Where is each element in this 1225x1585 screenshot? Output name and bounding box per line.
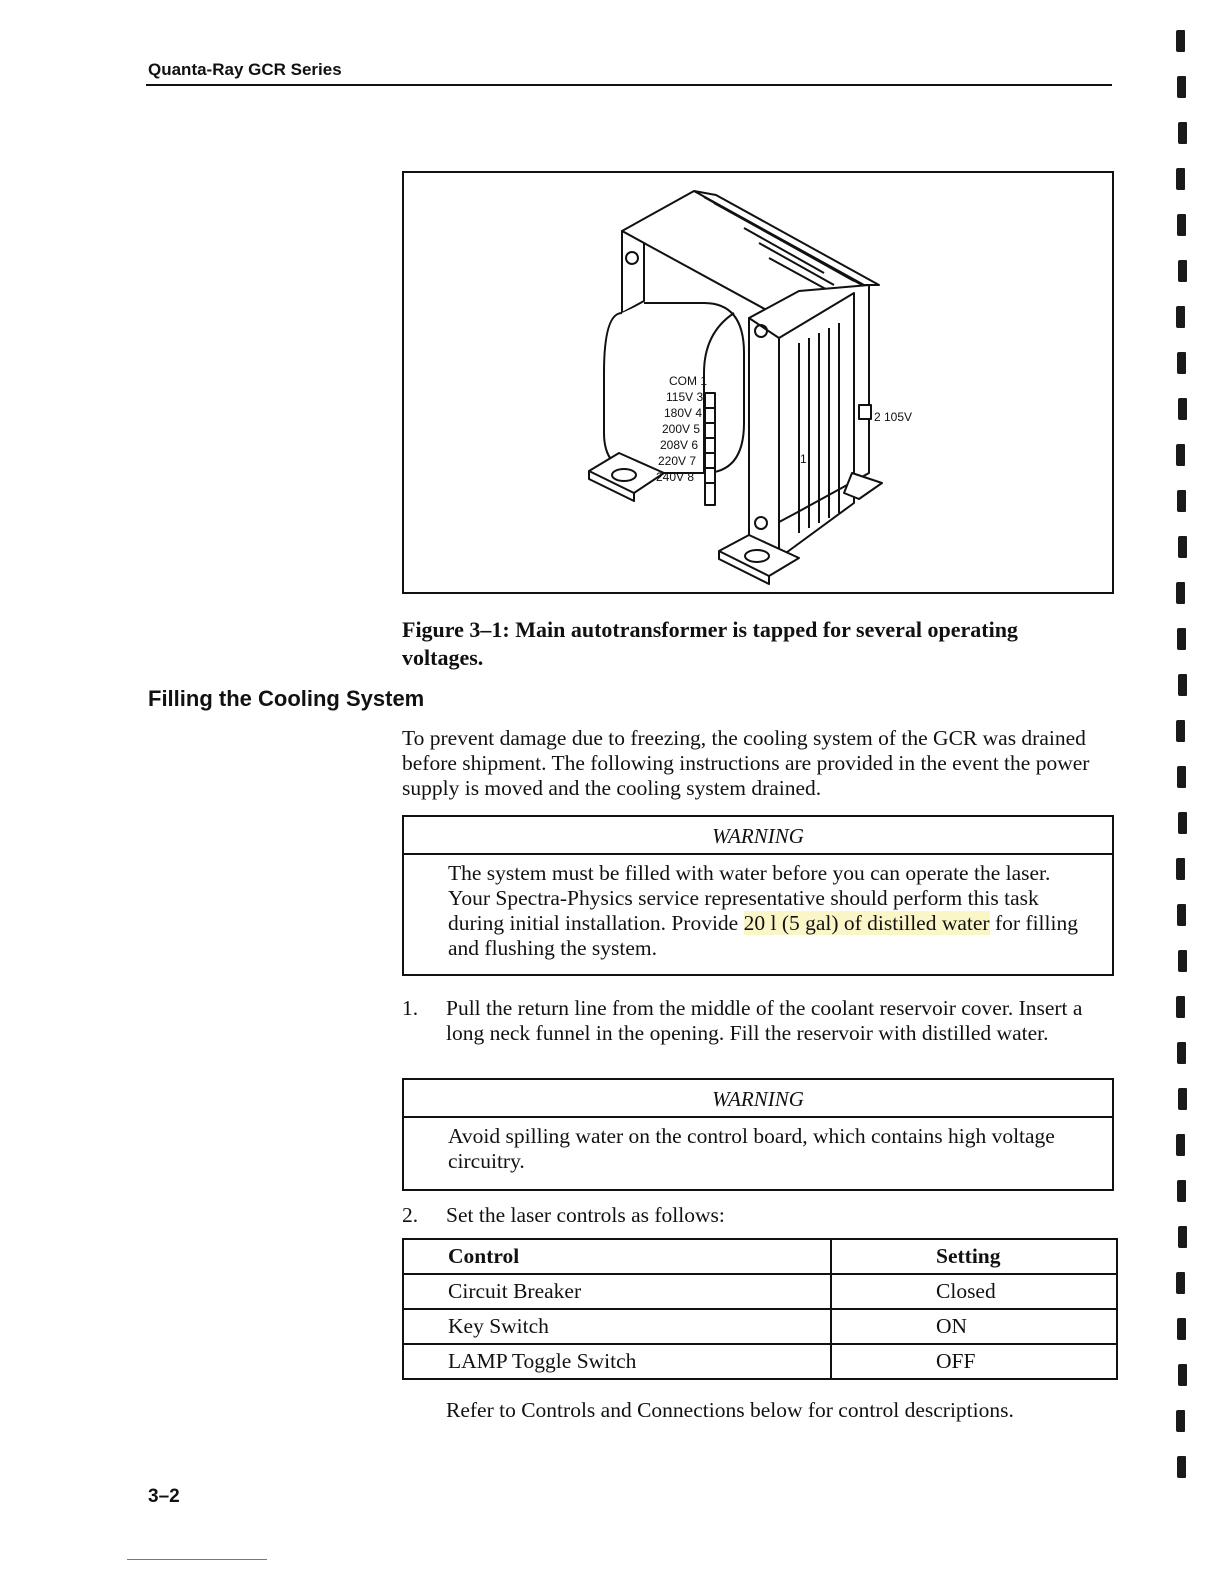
warning-title: WARNING xyxy=(404,817,1112,855)
table-row xyxy=(403,1309,1117,1344)
header-control: Control xyxy=(403,1239,831,1274)
step-number: 1. xyxy=(402,996,419,1020)
side-tap-label: 2 105V xyxy=(874,410,913,424)
binding-mark xyxy=(1177,628,1186,650)
header-rule xyxy=(146,84,1112,86)
binding-mark xyxy=(1176,30,1185,52)
figure-caption: Figure 3–1: Main autotransformer is tapped for several operating voltages. xyxy=(402,617,1018,670)
transformer-illustration xyxy=(404,173,1112,592)
step-number: 2. xyxy=(402,1203,419,1227)
tap-label: COM 1 xyxy=(669,374,708,388)
binding-mark xyxy=(1176,1410,1185,1432)
step-1 xyxy=(402,996,1114,1046)
header-setting: Setting xyxy=(831,1239,1117,1274)
binding-mark xyxy=(1178,122,1187,144)
binding-mark xyxy=(1178,260,1187,282)
warning-box xyxy=(402,1078,1114,1191)
cell-setting: ON xyxy=(831,1309,1117,1344)
figure-box xyxy=(402,171,1114,594)
warning-text: for filling and flushing the system. xyxy=(448,911,1078,960)
table-row xyxy=(403,1274,1117,1309)
binding-mark xyxy=(1177,490,1186,512)
binding-mark xyxy=(1176,1272,1185,1294)
binding-mark xyxy=(1178,950,1187,972)
binding-mark xyxy=(1178,398,1187,420)
binding-mark xyxy=(1176,1134,1185,1156)
warning-body: Avoid spilling water on the control board, which contains high voltage circuitry. xyxy=(448,1124,1055,1173)
binding-mark xyxy=(1176,996,1185,1018)
binding-mark xyxy=(1176,858,1185,880)
step-text: Set the laser controls as follows: xyxy=(446,1203,725,1227)
cell-setting: OFF xyxy=(831,1344,1117,1379)
tap-label: 240V 8 xyxy=(656,470,695,484)
settings-table xyxy=(402,1238,1118,1380)
binding-mark xyxy=(1176,168,1185,190)
binding-mark xyxy=(1178,812,1187,834)
binding-mark xyxy=(1177,766,1186,788)
binding-mark xyxy=(1176,444,1185,466)
warning-body xyxy=(404,855,1112,967)
warning-text: The system must be filled with water before you can operate the laser. Your Spectra-Physics service representative should perform this task during initial installation. Provide xyxy=(448,861,1051,935)
tap-label: 180V 4 xyxy=(664,406,703,420)
cell-setting: Closed xyxy=(831,1274,1117,1309)
binding-mark xyxy=(1177,1180,1186,1202)
refer-text: Refer to Controls and Connections below for control descriptions. xyxy=(446,1398,1014,1422)
binding-mark xyxy=(1178,674,1187,696)
binding-mark xyxy=(1176,582,1185,604)
step-2 xyxy=(402,1203,1114,1228)
page-number: 3–2 xyxy=(148,1486,180,1507)
warning-title: WARNING xyxy=(404,1080,1112,1118)
tap-label: 208V 6 xyxy=(660,438,699,452)
section-heading: Filling the Cooling System xyxy=(148,686,425,711)
binding-mark xyxy=(1178,1364,1187,1386)
tap-label: 115V 3 xyxy=(666,390,704,404)
binding-mark xyxy=(1177,1318,1186,1340)
scan-artifact-line xyxy=(127,1559,267,1560)
binding-mark xyxy=(1177,1042,1186,1064)
small-tap-label: 1 xyxy=(800,452,807,466)
highlighted-text: 20 l (5 gal) of distilled water xyxy=(743,911,990,935)
cell-control: Key Switch xyxy=(403,1309,831,1344)
binding-mark xyxy=(1177,214,1186,236)
binding-mark xyxy=(1178,1226,1187,1248)
binding-mark xyxy=(1176,306,1185,328)
warning-box xyxy=(402,815,1114,976)
step-text: Pull the return line from the middle of the coolant reservoir cover. Insert a long neck funnel in the opening. Fill the reservoir with distilled water. xyxy=(446,996,1083,1045)
binding-mark xyxy=(1177,1456,1186,1478)
binding-mark xyxy=(1177,76,1186,98)
binding-mark xyxy=(1177,904,1186,926)
cell-control: Circuit Breaker xyxy=(403,1274,831,1309)
table-row xyxy=(403,1344,1117,1379)
table-header-row xyxy=(403,1239,1117,1274)
binding-mark xyxy=(1178,1088,1187,1110)
cell-control: LAMP Toggle Switch xyxy=(403,1344,831,1379)
binding-mark xyxy=(1176,720,1185,742)
binding-mark xyxy=(1178,536,1187,558)
binding-mark xyxy=(1177,352,1186,374)
tap-label: 200V 5 xyxy=(662,422,701,436)
running-header: Quanta-Ray GCR Series xyxy=(148,60,342,79)
tap-label: 220V 7 xyxy=(658,454,697,468)
intro-paragraph: To prevent damage due to freezing, the cooling system of the GCR was drained before shipment. The following instructions are provided in the event the power supply is moved and the cooling system drained. xyxy=(402,726,1090,800)
